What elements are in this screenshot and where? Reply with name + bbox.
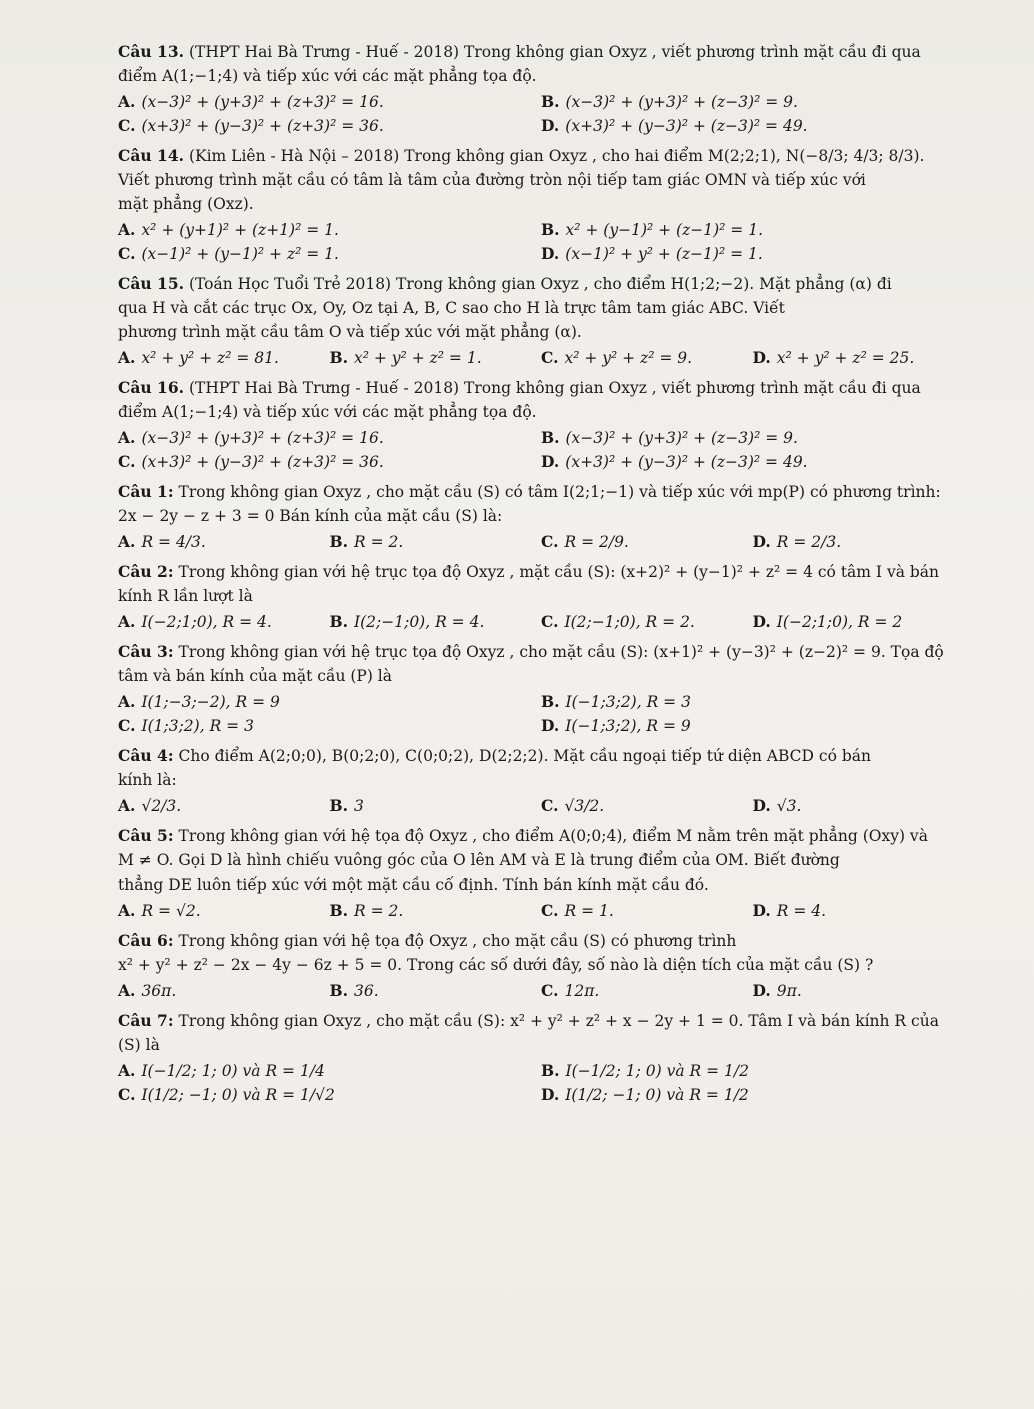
answer-option [541,610,753,634]
option-label: D. [752,900,771,920]
answer-options [118,979,964,1003]
option-label: C. [118,452,136,472]
question-line [118,480,964,504]
answer-option [118,1083,541,1107]
option-label: D. [541,1084,560,1104]
option-text: 9π. [776,981,802,1000]
answer-option [753,346,965,370]
option-label: D. [541,116,560,136]
answer-option [753,530,965,554]
answer-options [118,690,964,738]
option-label: B. [541,428,560,448]
option-text: 36. [354,981,379,1000]
option-label: C. [118,1084,136,1104]
question-line [118,40,964,64]
option-label: B. [329,348,348,368]
option-label: A. [118,348,136,368]
answer-option [330,610,542,634]
question-number: Câu 6: [118,930,174,950]
option-text: x² + y² + z² = 9. [564,349,693,368]
question-text: thẳng DE luôn tiếp xúc với một mặt cầu cố định. Tính bán kính mặt cầu đó. [118,875,709,894]
question-block [118,376,964,474]
option-label: C. [541,796,559,816]
question-line [118,744,964,768]
option-text: (x+3)² + (y−3)² + (z+3)² = 36. [141,117,384,136]
question-line [118,848,964,872]
answer-option [541,1059,964,1083]
answer-option [118,714,541,738]
option-text: R = 4/3. [141,533,206,552]
answer-option [330,794,542,818]
question-text: Trong không gian với hệ trục tọa độ Oxyz , mặt cầu (S): (x+2)² + (y−1)² + z² = 4 có tâm I và bán [178,563,940,582]
question-text: 2x − 2y − z + 3 = 0 Bán kính của mặt cầu (S) là: [118,507,503,526]
question-text: (THPT Hai Bà Trưng - Huế - 2018) Trong không gian Oxyz , viết phương trình mặt cầu đi qua [188,43,921,61]
question-block [118,1009,964,1107]
option-label: A. [118,900,136,920]
answer-options [118,1059,964,1107]
option-text: I(2;−1;0), R = 4. [354,613,485,632]
answer-options [118,610,964,634]
question-line [118,1009,964,1033]
option-text: R = 2/9. [564,533,629,552]
question-text: Trong không gian Oxyz , cho mặt cầu (S): x² + y² + z² + x − 2y + 1 = 0. Tâm I và bán kính R của [178,1011,939,1030]
option-text: (x+3)² + (y−3)² + (z−3)² = 49. [565,453,808,472]
option-text: I(1;−3;−2), R = 9 [141,693,280,712]
option-text: R = 2/3. [776,533,842,552]
question-text: Cho điểm A(2;0;0), B(0;2;0), C(0;0;2), D(2;2;2). Mặt cầu ngoại tiếp tứ diện ABCD có bán [178,747,871,766]
answer-option [541,979,753,1003]
option-label: C. [118,116,136,136]
question-line [118,768,964,792]
option-text: (x−3)² + (y+3)² + (z+3)² = 16. [141,429,384,448]
option-label: B. [329,900,348,920]
question-line [118,168,964,192]
question-number: Câu 4: [118,746,174,766]
answer-option [118,1059,541,1083]
question-block [118,824,964,922]
option-label: A. [118,220,136,240]
option-text: I(−1/2; 1; 0) và R = 1/4 [141,1061,325,1080]
option-label: D. [541,452,560,472]
question-text: Trong không gian Oxyz , cho mặt cầu (S) có tâm I(2;1;−1) và tiếp xúc với mp(P) có phương trình: [178,483,941,502]
option-text: (x+3)² + (y−3)² + (z+3)² = 36. [141,453,384,472]
option-label: C. [541,900,559,920]
option-text: √3. [776,797,802,816]
option-text: x² + y² + z² = 1. [354,349,482,368]
option-text: x² + y² + z² = 81. [141,349,279,368]
question-block [118,929,964,1003]
question-line [118,824,964,848]
option-label: D. [752,980,771,1000]
option-text: I(−1/2; 1; 0) và R = 1/2 [565,1061,749,1080]
question-line [118,584,964,608]
option-text: (x−1)² + y² + (z−1)² = 1. [565,245,763,264]
option-text: I(−1;3;2), R = 3 [565,693,691,712]
option-label: A. [118,796,136,816]
option-label: A. [118,428,136,448]
question-line [118,376,964,400]
option-text: I(1/2; −1; 0) và R = 1/2 [565,1085,749,1104]
answer-option [541,899,753,923]
option-label: A. [118,532,136,552]
question-block [118,144,964,266]
question-text: qua H và cắt các trục Ox, Oy, Oz tại A, B, C sao cho H là trực tâm tam giác ABC. Viết [118,299,785,318]
option-text: R = √2. [141,901,201,920]
question-text: (THPT Hai Bà Trưng - Huế - 2018) Trong không gian Oxyz , viết phương trình mặt cầu đi qua [188,379,921,398]
answer-option [753,979,965,1003]
question-block [118,40,964,138]
option-label: B. [541,92,560,112]
option-label: C. [118,716,136,736]
question-line [118,144,964,168]
answer-option [118,899,330,923]
answer-option [541,794,753,818]
option-text: 12π. [564,981,600,1000]
option-label: A. [118,612,136,632]
option-text: I(−2;1;0), R = 2 [776,613,903,632]
question-line [118,664,964,688]
question-text: Trong không gian với hệ tọa độ Oxyz , cho điểm A(0;0;4), điểm M nằm trên mặt phẳng (Oxy) và [178,827,928,846]
option-label: C. [541,612,559,632]
question-line [118,64,964,88]
option-text: R = 2. [354,901,404,920]
option-text: (x−3)² + (y+3)² + (z−3)² = 9. [565,93,798,112]
question-text: (Kim Liên - Hà Nội – 2018) Trong không gian Oxyz , cho hai điểm M(2;2;1), N(−8/3; 4/3; 8/3). [188,147,925,166]
question-line [118,640,964,664]
answer-option [541,426,964,450]
answer-option [541,530,753,554]
option-text: (x−3)² + (y+3)² + (z−3)² = 9. [565,429,798,448]
question-block [118,640,964,738]
question-text: (Toán Học Tuổi Trẻ 2018) Trong không gian Oxyz , cho điểm H(1;2;−2). Mặt phẳng (α) đi [188,275,892,294]
question-text: mặt phẳng (Oxz). [118,195,254,214]
question-number: Câu 16. [118,378,185,398]
option-text: R = 1. [564,901,614,920]
answer-option [118,979,330,1003]
answer-option [541,114,964,138]
option-text: I(1;3;2), R = 3 [141,717,254,736]
answer-option [118,242,541,266]
answer-option [541,242,964,266]
option-label: D. [752,796,771,816]
question-line [118,873,964,897]
question-text: kính là: [118,771,177,790]
question-text: x² + y² + z² − 2x − 4y − 6z + 5 = 0. Trong các số dưới đây, số nào là diện tích của mặt cầu (S) ? [118,955,874,974]
option-text: I(2;−1;0), R = 2. [564,613,695,632]
option-text: 36π. [141,981,177,1000]
option-label: B. [329,796,348,816]
question-line [118,953,964,977]
answer-option [541,218,964,242]
answer-option [118,426,541,450]
answer-option [118,450,541,474]
question-text: (S) là [118,1035,160,1054]
option-label: A. [118,92,136,112]
option-label: D. [752,612,771,632]
option-text: √2/3. [141,797,182,816]
question-number: Câu 3: [118,642,174,662]
option-label: B. [541,1060,560,1080]
answer-options [118,426,964,474]
question-number: Câu 14. [118,146,185,166]
answer-option [541,690,964,714]
option-label: B. [329,612,348,632]
option-label: A. [118,1060,136,1080]
question-number: Câu 15. [118,274,185,294]
option-text: R = 2. [354,533,404,552]
answer-option [118,346,330,370]
option-label: A. [118,980,136,1000]
option-text: x² + y² + z² = 25. [776,349,915,368]
option-label: B. [329,532,348,552]
option-text: I(−1;3;2), R = 9 [565,717,691,736]
answer-option [330,979,542,1003]
option-label: D. [752,532,771,552]
question-line [118,400,964,424]
option-label: B. [329,980,348,1000]
question-text: kính R lần lượt là [118,587,253,606]
answer-option [330,530,542,554]
option-label: D. [541,244,560,264]
option-text: I(1/2; −1; 0) và R = 1/√2 [141,1085,335,1104]
option-label: B. [541,220,560,240]
option-text: I(−2;1;0), R = 4. [141,613,272,632]
option-text: √3/2. [564,797,605,816]
option-text: x² + (y+1)² + (z+1)² = 1. [141,221,339,240]
answer-options [118,794,964,818]
question-line [118,320,964,344]
answer-option [753,794,965,818]
answer-option [330,346,542,370]
question-number: Câu 7: [118,1010,174,1030]
question-number: Câu 2: [118,562,174,582]
question-block [118,272,964,370]
question-line [118,296,964,320]
option-label: C. [541,348,559,368]
option-text: 3 [354,797,364,816]
answer-option [118,218,541,242]
option-label: B. [541,692,560,712]
question-line [118,272,964,296]
option-text: (x−1)² + (y−1)² + z² = 1. [141,245,339,264]
question-text: tâm và bán kính của mặt cầu (P) là [118,667,392,686]
question-list [118,40,964,1107]
question-block [118,480,964,554]
option-label: C. [118,244,136,264]
answer-option [118,114,541,138]
answer-option [118,90,541,114]
answer-option [118,794,330,818]
answer-option [541,346,753,370]
answer-options [118,218,964,266]
answer-option [330,899,542,923]
answer-options [118,346,964,370]
option-label: C. [541,980,559,1000]
answer-option [118,610,330,634]
option-label: D. [541,716,560,736]
option-text: x² + (y−1)² + (z−1)² = 1. [565,221,764,240]
answer-option [541,450,964,474]
question-line [118,504,964,528]
option-label: C. [541,532,559,552]
answer-options [118,899,964,923]
question-text: Viết phương trình mặt cầu có tâm là tâm của đường tròn nội tiếp tam giác OMN và tiếp xúc với [118,171,866,190]
question-text: Trong không gian với hệ trục tọa độ Oxyz , cho mặt cầu (S): (x+1)² + (y−3)² + (z−2)² = 9. Tọa độ [178,643,944,662]
question-line [118,560,964,584]
question-text: điểm A(1;−1;4) và tiếp xúc với các mặt phẳng tọa độ. [118,403,537,422]
option-label: A. [118,692,136,712]
question-line [118,1033,964,1057]
answer-option [753,610,965,634]
answer-option [541,90,964,114]
answer-options [118,90,964,138]
question-line [118,192,964,216]
question-text: điểm A(1;−1;4) và tiếp xúc với các mặt phẳng tọa độ. [118,67,537,86]
option-label: D. [752,348,771,368]
answer-option [541,1083,964,1107]
question-text: phương trình mặt cầu tâm O và tiếp xúc với mặt phẳng (α). [118,323,582,342]
question-block [118,744,964,818]
question-number: Câu 1: [118,482,174,502]
question-block [118,560,964,634]
option-text: (x−3)² + (y+3)² + (z+3)² = 16. [141,93,384,112]
answer-option [118,530,330,554]
answer-option [118,690,541,714]
answer-option [753,899,965,923]
answer-option [541,714,964,738]
question-line [118,929,964,953]
question-number: Câu 5: [118,826,174,846]
question-number: Câu 13. [118,42,185,61]
answer-options [118,530,964,554]
question-text: Trong không gian với hệ tọa độ Oxyz , cho mặt cầu (S) có phương trình [178,931,737,950]
option-text: R = 4. [776,901,827,920]
option-text: (x+3)² + (y−3)² + (z−3)² = 49. [565,117,808,136]
question-text: M ≠ O. Gọi D là hình chiếu vuông góc của O lên AM và E là trung điểm của OM. Biết đường [118,851,840,870]
